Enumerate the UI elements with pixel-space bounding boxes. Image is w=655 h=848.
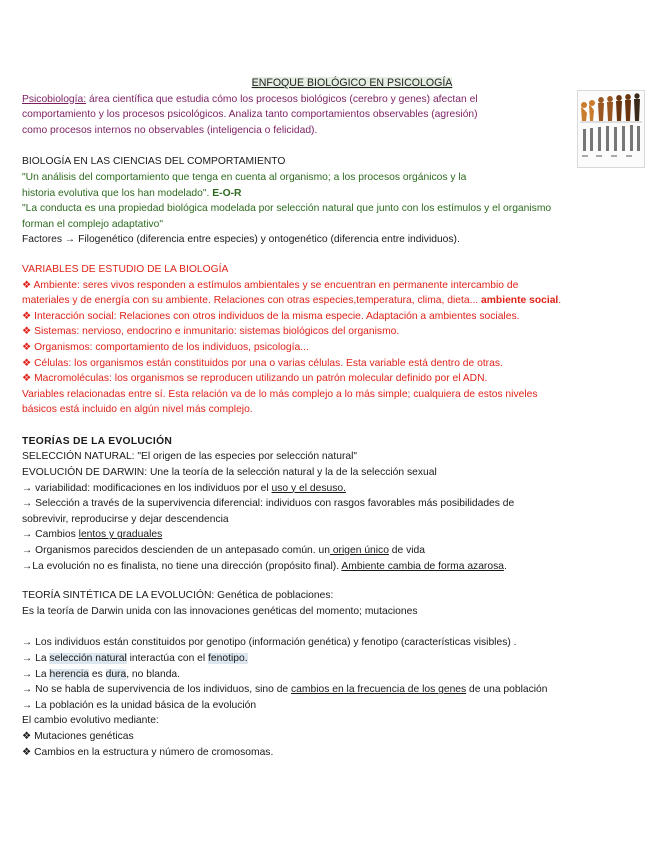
page-title: ENFOQUE BIOLÓGICO EN PSICOLOGÍA — [251, 77, 453, 89]
variable-celulas: ❖ Células: los organismos están constituidos por una o varias células. Esta variable está dentro de otras. — [22, 357, 503, 369]
no-finalista-line: →La evolución no es finalista, no tiene una dirección (propósito final). Ambiente cambia de forma azarosa. — [22, 560, 507, 572]
sintetica-bullet-4: → No se habla de supervivencia de los individuos, sino de cambios en la frecuencia de los genes de una población — [22, 684, 548, 696]
eor-label: E-O-R — [212, 187, 242, 199]
intro-line-1: Psicobiología: área científica que estudia cómo los procesos biológicos (cerebro y genes) afectan el — [22, 93, 478, 105]
variable-interaccion: ❖ Interacción social: Relaciones con otros individuos de la misma especie. Adaptación a ambientes sociales. — [22, 310, 520, 322]
cambios-line: → Cambios lentos y graduales — [22, 529, 163, 541]
variable-organismos: ❖ Organismos: comportamiento de los individuos, psicología... — [22, 341, 309, 353]
quote-2-line-2: forman el complejo adaptativo" — [22, 218, 164, 230]
quote-2-line-1: "La conducta es una propiedad biológica modelada por selección natural que junto con los estímulos y el organismo — [22, 203, 552, 215]
sintetica-bullet-2: → La selección natural interactúa con el fenotipo. — [22, 653, 248, 664]
ambiente-social-label: ambiente social — [481, 295, 559, 307]
variables-heading: VARIABLES DE ESTUDIO DE LA BIOLOGÍA — [22, 263, 229, 275]
seleccion-line-1: → Selección a través de la supervivencia diferencial: individuos con rasgos favorables más posibilidades de — [22, 498, 515, 510]
cambio-evolutivo-line: El cambio evolutivo mediante: — [22, 715, 159, 727]
quote-1-line-2: historia evolutiva que los han modelado". E-O-R — [22, 187, 242, 199]
sintetica-bullet-5: → La población es la unidad básica de la evolución — [22, 699, 257, 711]
variable-ambiente-line-1: ❖ Ambiente: seres vivos responden a estímulos ambientales y se encuentran en permanente intercambio de — [22, 279, 519, 291]
document-content — [22, 76, 642, 760]
sintetica-bullet-3: → La herencia es dura, no blanda. — [22, 668, 181, 680]
sintetica-heading: TEORÍA SINTÉTICA DE LA EVOLUCIÓN: Genética de poblaciones: — [22, 590, 334, 602]
factores-line: Factores → Filogenético (diferencia entre especies) y ontogenético (diferencia entre individuos). — [22, 234, 460, 246]
cromosomas-item: ❖ Cambios en la estructura y número de cromosomas. — [22, 746, 274, 758]
intro-line-2: comportamiento y los procesos psicológicos. Analiza tanto comportamientos observables (agresión) — [22, 109, 478, 121]
variable-sistemas: ❖ Sistemas: nervioso, endocrino e inmunitario: sistemas biológicos del organismo. — [22, 326, 400, 338]
variable-ambiente-line-2: materiales y de energía con su ambiente. Relaciones con otras especies,temperatura, clima, dieta... ambiente social. — [22, 295, 562, 307]
variables-relation-line-2: básicos está incluido en algún nivel más complejo. — [22, 404, 253, 416]
biologia-heading: BIOLOGÍA EN LAS CIENCIAS DEL COMPORTAMIENTO — [22, 156, 286, 168]
variable-macromoleculas: ❖ Macromoléculas: los organismos se reproducen utilizando un patrón molecular definido por el ADN. — [22, 373, 488, 385]
sintetica-bullet-1: → Los individuos están constituidos por genotipo (información genética) y fenotipo (características visibles) . — [22, 637, 517, 649]
psicobiologia-term: Psicobiología: — [22, 93, 87, 105]
variables-relation-line-1: Variables relacionadas entre sí. Esta relación va de lo más complejo a lo más simple; cualquiera de estos niveles — [22, 388, 538, 400]
seleccion-natural-line: SELECCIÓN NATURAL: "El origen de las especies por selección natural" — [22, 451, 358, 463]
darwin-line: EVOLUCIÓN DE DARWIN: Une la teoría de la selección natural y la de la selección sexual — [22, 467, 437, 479]
teorias-heading: TEORÍAS DE LA EVOLUCIÓN — [22, 435, 173, 447]
mutaciones-item: ❖ Mutaciones genéticas — [22, 730, 134, 742]
variabilidad-line: → variabilidad: modificaciones en los individuos por el uso y el desuso. — [22, 482, 346, 494]
sintetica-desc: Es la teoría de Darwin unida con las innovaciones genéticas del momento; mutaciones — [22, 605, 418, 617]
intro-line-3: como procesos internos no observables (inteligencia o felicidad). — [22, 124, 318, 136]
seleccion-line-2: sobrevivir, reproducirse y dejar descendencia — [22, 513, 229, 525]
quote-1-line-1: "Un análisis del comportamiento que tenga en cuenta al organismo; a los procesos orgánicos y la — [22, 171, 467, 183]
organismos-line: → Organismos parecidos descienden de un antepasado común. un origen único de vida — [22, 545, 426, 557]
